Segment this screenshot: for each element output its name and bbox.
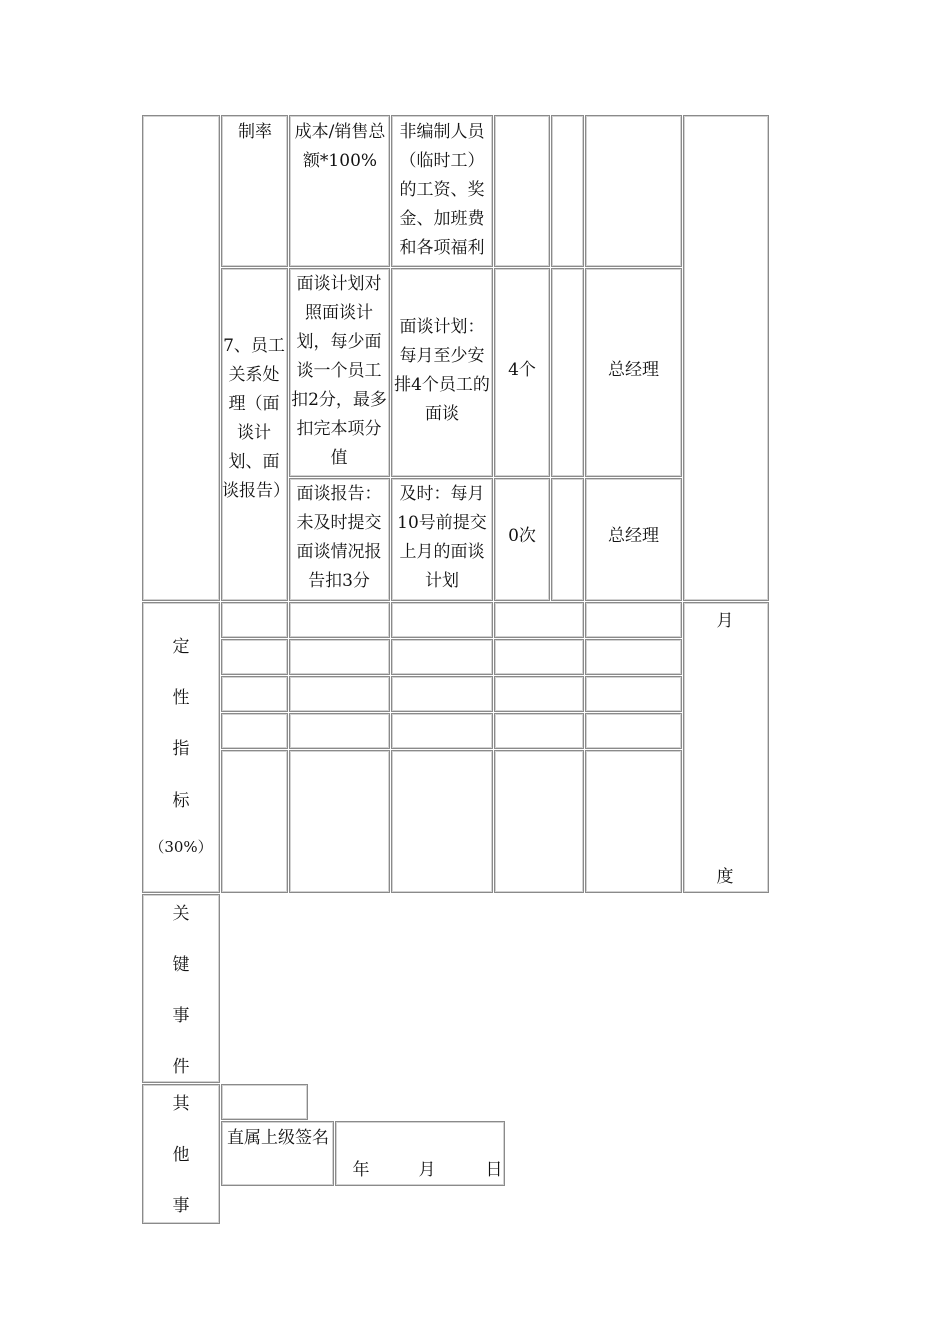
qualitative-cell bbox=[221, 676, 288, 712]
qualitative-cell bbox=[221, 639, 288, 675]
qualitative-label-char-2: 性 bbox=[172, 688, 190, 708]
qualitative-cell bbox=[289, 676, 390, 712]
signature-year: 年 bbox=[352, 1160, 370, 1180]
qualitative-cell bbox=[221, 602, 288, 638]
key-events-char-3: 事 bbox=[172, 1006, 190, 1026]
other-char-1: 其 bbox=[172, 1094, 190, 1114]
key-events-char-2: 键 bbox=[172, 955, 190, 975]
indicator-text-row1: 制率 bbox=[238, 122, 272, 142]
target-text-row2: 4个 bbox=[508, 360, 536, 380]
qualitative-cell bbox=[585, 602, 682, 638]
qualitative-cell bbox=[289, 750, 390, 893]
description-text-row3: 及时：每月10号前提交上月的面谈计划 bbox=[397, 484, 487, 591]
qualitative-cell bbox=[289, 713, 390, 749]
owner-cell-row1 bbox=[585, 115, 682, 267]
formula-text-row1: 成本/销售总额*100% bbox=[294, 122, 386, 171]
qualitative-cell bbox=[391, 750, 493, 893]
qualitative-cell bbox=[585, 750, 682, 893]
qualitative-cell bbox=[585, 676, 682, 712]
description-text-row2: 面谈计划：每月至少安排4个员工的面谈 bbox=[394, 317, 490, 424]
description-text-row1: 非编制人员（临时工）的工资、奖金、加班费和各项福利 bbox=[399, 122, 485, 258]
target-cell-row1 bbox=[494, 115, 550, 267]
formula-text-row2: 面谈计划对照面谈计划，每少面谈一个员工扣2分，最多扣完本项分值 bbox=[291, 274, 387, 468]
qualitative-cell bbox=[494, 676, 584, 712]
qualitative-cell bbox=[221, 750, 288, 893]
qualitative-cell bbox=[494, 713, 584, 749]
key-events-char-1: 关 bbox=[172, 904, 190, 924]
target-text-row3: 0次 bbox=[508, 526, 536, 546]
formula-text-row3: 面谈报告：未及时提交面谈情况报告扣3分 bbox=[296, 484, 382, 591]
signature-day: 日 bbox=[485, 1160, 503, 1180]
qualitative-cell bbox=[391, 676, 493, 712]
qualitative-cell bbox=[391, 639, 493, 675]
qualitative-label-char-3: 指 bbox=[172, 739, 190, 759]
key-events-char-4: 件 bbox=[172, 1057, 190, 1077]
score-cell-row3 bbox=[551, 478, 584, 601]
qualitative-cell bbox=[289, 639, 390, 675]
period-cell bbox=[683, 602, 769, 893]
qualitative-weight: （30%） bbox=[149, 838, 213, 856]
period-char-degree: 度 bbox=[716, 867, 734, 887]
other-content-cell bbox=[221, 1084, 308, 1120]
qualitative-cell bbox=[289, 602, 390, 638]
qualitative-cell bbox=[494, 639, 584, 675]
qualitative-cell bbox=[585, 639, 682, 675]
indicator-text-row2: 7、员工关系处理（面谈计划、面谈报告） bbox=[222, 336, 290, 501]
score-cell-row2 bbox=[551, 268, 584, 477]
signature-label: 直属上级签名 bbox=[227, 1128, 329, 1148]
period-char-month: 月 bbox=[716, 611, 734, 631]
qualitative-label-char-4: 标 bbox=[172, 791, 190, 811]
qualitative-label-char-1: 定 bbox=[172, 637, 190, 657]
score-cell-row1 bbox=[551, 115, 584, 267]
qualitative-cell bbox=[494, 602, 584, 638]
qualitative-cell bbox=[585, 713, 682, 749]
qualitative-cell bbox=[391, 713, 493, 749]
qualitative-cell bbox=[221, 713, 288, 749]
qualitative-cell bbox=[494, 750, 584, 893]
other-char-3: 事 bbox=[172, 1196, 190, 1216]
owner-text-row3: 总经理 bbox=[608, 526, 659, 546]
qualitative-cell bbox=[391, 602, 493, 638]
remarks-cell-upper bbox=[683, 115, 769, 601]
owner-text-row2: 总经理 bbox=[608, 360, 659, 380]
signature-month: 月 bbox=[418, 1160, 436, 1180]
category-cell-upper bbox=[142, 115, 220, 601]
other-char-2: 他 bbox=[172, 1145, 190, 1165]
